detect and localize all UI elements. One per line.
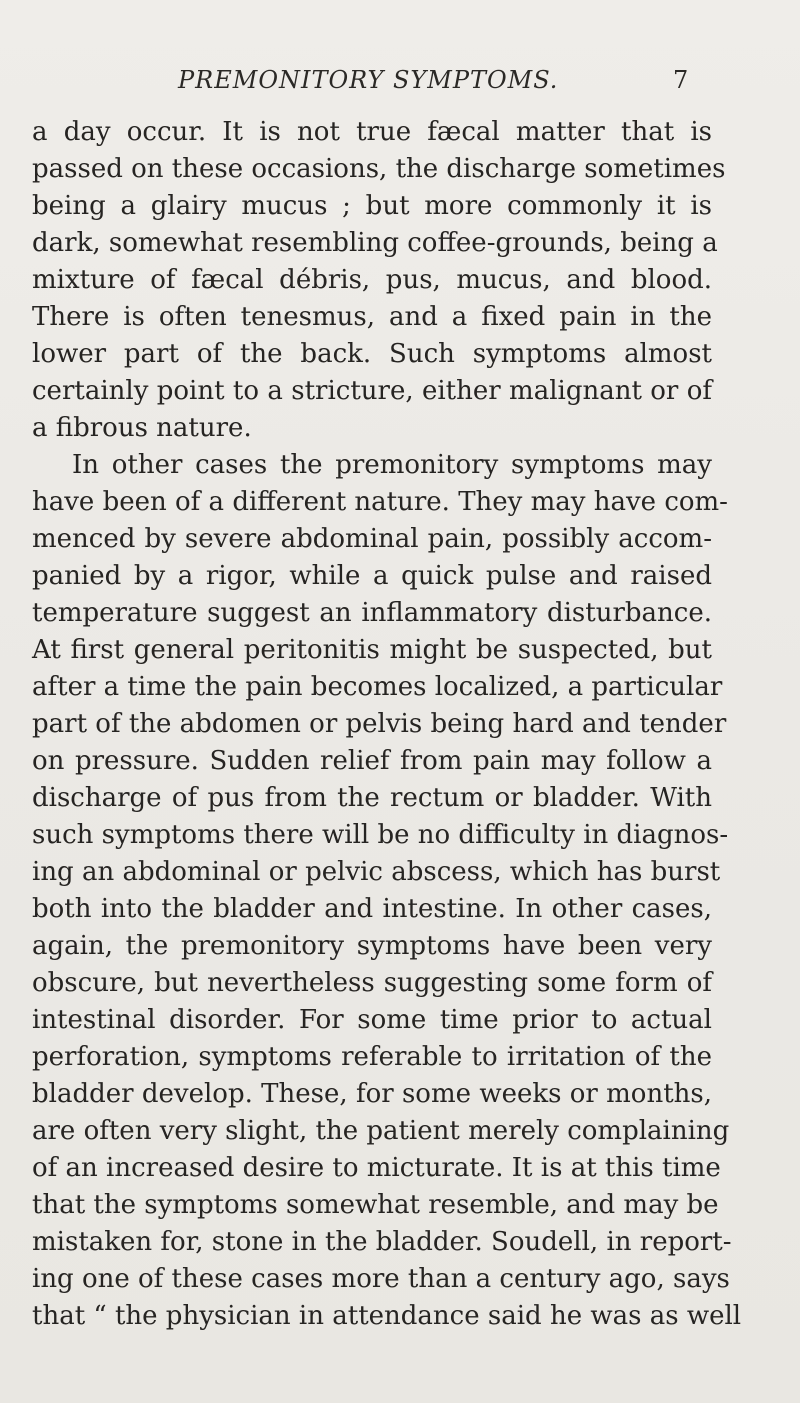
text-line: being a glairy mucus ; but more commonly it is: [32, 191, 712, 221]
text-line: again, the premonitory symptoms have been very: [32, 931, 712, 961]
text-line: lower part of the back. Such symptoms almost: [32, 339, 712, 369]
text-line: both into the bladder and intestine. In other cases,: [32, 894, 712, 924]
text-line: temperature suggest an inflammatory disturbance.: [32, 598, 712, 628]
running-header: [0, 66, 800, 106]
text-line: panied by a rigor, while a quick pulse and raised: [32, 561, 712, 591]
text-line: certainly point to a stricture, either malignant or of: [32, 376, 712, 406]
text-line: that “ the physician in attendance said he was as well: [32, 1301, 742, 1331]
text-line: are often very slight, the patient merely complaining: [32, 1116, 730, 1146]
text-line: mixture of fæcal débris, pus, mucus, and blood.: [32, 265, 712, 295]
page-number: 7: [673, 66, 689, 94]
text-line: after a time the pain becomes localized, a particular: [32, 672, 723, 702]
text-line: on pressure. Sudden relief from pain may follow a: [32, 746, 712, 776]
text-line: of an increased desire to micturate. It is at this time: [32, 1153, 721, 1183]
text-line: mistaken for, stone in the bladder. Soudell, in report-: [32, 1227, 732, 1257]
text-line: dark, somewhat resembling coffee-grounds, being a: [32, 228, 718, 258]
text-line: menced by severe abdominal pain, possibly accom-: [32, 524, 712, 554]
text-line: such symptoms there will be no difficulty in diagnos-: [32, 820, 729, 850]
text-line: In other cases the premonitory symptoms may: [72, 450, 712, 480]
text-line: perforation, symptoms referable to irritation of the: [32, 1042, 712, 1072]
text-line: a fibrous nature.: [32, 413, 252, 443]
text-line: ing one of these cases more than a century ago, says: [32, 1264, 730, 1294]
text-line: have been of a different nature. They may have com-: [32, 487, 728, 517]
text-line: obscure, but nevertheless suggesting some form of: [32, 968, 712, 998]
text-line: intestinal disorder. For some time prior to actual: [32, 1005, 712, 1035]
text-line: part of the abdomen or pelvis being hard and tender: [32, 709, 727, 739]
text-line: bladder develop. These, for some weeks or months,: [32, 1079, 712, 1109]
text-line: a day occur. It is not true fæcal matter that is: [32, 117, 712, 147]
text-line: discharge of pus from the rectum or bladder. With: [32, 783, 712, 813]
text-line: There is often tenesmus, and a fixed pain in the: [32, 302, 712, 332]
text-line: that the symptoms somewhat resemble, and may be: [32, 1190, 719, 1220]
running-title: PREMONITORY SYMPTOMS.: [178, 66, 559, 94]
text-line: At first general peritonitis might be suspected, but: [32, 635, 712, 665]
text-line: passed on these occasions, the discharge sometimes: [32, 154, 726, 184]
text-line: ing an abdominal or pelvic abscess, which has burst: [32, 857, 721, 887]
